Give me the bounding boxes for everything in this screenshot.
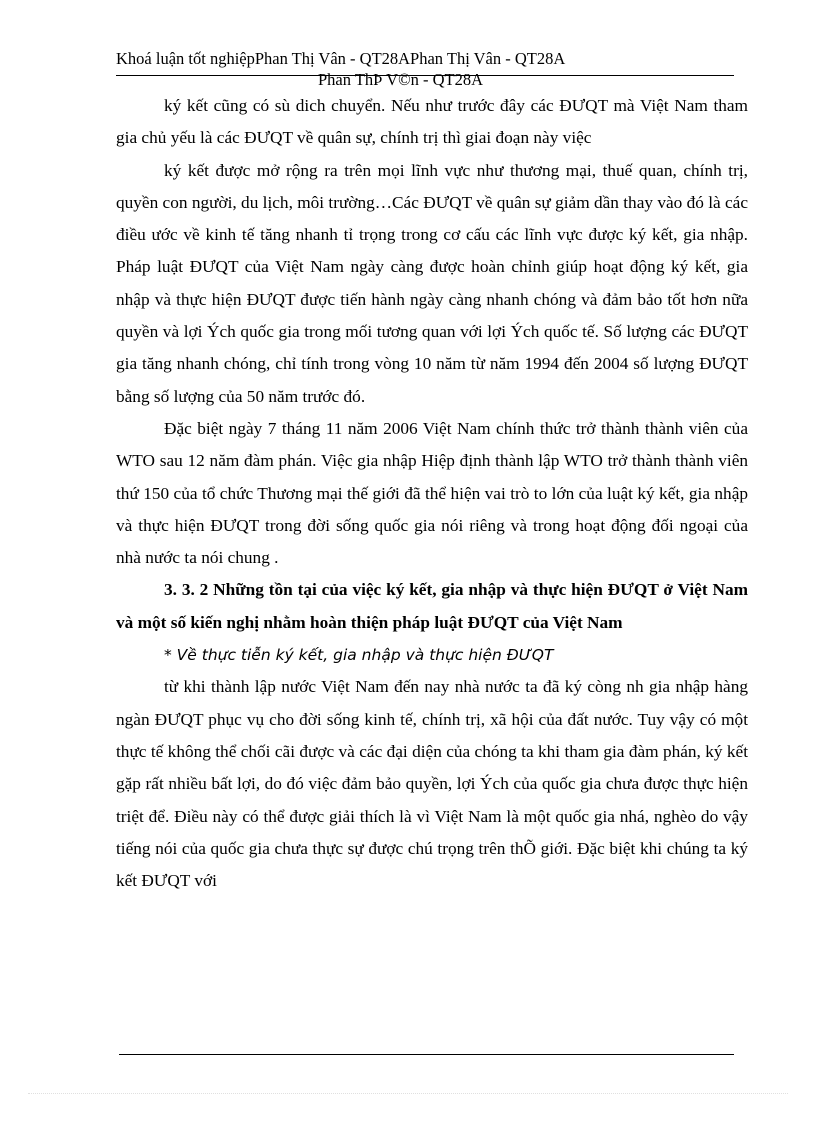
- page-header: Khoá luận tốt nghiệpPhan Thị Vân - QT28APhan Thị Vân - QT28A: [116, 49, 566, 68]
- page-header-secondary: Phan ThÞ V©n - QT28A: [318, 70, 484, 89]
- page-edge: [28, 1093, 788, 1094]
- paragraph-4: từ khi thành lập nước Việt Nam đến nay nhà nước ta đã ký còng nh gia nhập hàng ngàn ĐƯQT phục vụ cho đời sống kinh tế, chính trị, xã hội của đất nước. Tuy vậy có một thực tế không thể chối cãi được và các đại diện của chóng ta khi tham gia đàm phán, ký kết gặp rất nhiều bất lợi, do đó việc đảm bảo quyền, lợi Ých của quốc gia chưa được thực hiện triệt để. Điều này có thể được giải thích là vì Việt Nam là một quốc gia nhá, nghèo do vậy tiếng nói của quốc gia chưa thực sự được chú trọng trên thÕ giới. Đặc biệt khi chúng ta ký kết ĐƯQT với: [116, 677, 748, 891]
- footer-rule: [119, 1054, 734, 1055]
- paragraph-3: Đặc biệt ngày 7 tháng 11 năm 2006 Việt Nam chính thức trở thành thành viên của WTO sau 12 năm đàm phán. Việc gia nhập Hiệp định thành lập WTO trở thành thành viên thứ 150 của tổ chức Thương mại thế giới đã thể hiện vai trò to lớn của luật ký kết, gia nhập và thực hiện ĐƯQT trong đời sống quốc gia nói riêng và trong hoạt động đối ngoại của nhà nước ta nói chung .: [116, 418, 748, 568]
- subheading: * Về thực tiễn ký kết, gia nhập và thực hiện ĐƯQT: [164, 646, 554, 665]
- document-body: [116, 90, 748, 897]
- section-heading: 3. 3. 2 Những tồn tại của việc ký kết, gia nhập và thực hiện ĐƯQT ở Việt Nam và một số kiến nghị nhằm hoàn thiện pháp luật ĐƯQT của Việt Nam: [116, 580, 748, 632]
- paragraph-2: ký kết được mở rộng ra trên mọi lĩnh vực như thương mại, thuế quan, chính trị, quyền con người, du lịch, môi trường…Các ĐƯQT về quân sự giảm dần thay vào đó là các điều ước về kinh tế tăng nhanh tỉ trọng trong cơ cấu các lĩnh vực được ký kết, gia nhập. Pháp luật ĐƯQT của Việt Nam ngày càng được hoàn chỉnh giúp hoạt động ký kết, gia nhập và thực hiện ĐƯQT được tiến hành ngày càng nhanh chóng và đảm bảo tốt hơn nữa quyền và lợi Ých quốc gia trong mối tương quan với lợi Ých quốc tế. Số lượng các ĐƯQT gia tăng nhanh chóng, chỉ tính trong vòng 10 năm từ năm 1994 đến 2004 số lượng ĐƯQT bằng số lượng của 50 năm trước đó.: [116, 160, 749, 406]
- paragraph-1: ký kết cũng có sù dich chuyển. Nếu như trước đây các ĐƯQT mà Việt Nam tham gia chủ yếu là các ĐƯQT về quân sự, chính trị thì giai đoạn này việc: [116, 96, 748, 148]
